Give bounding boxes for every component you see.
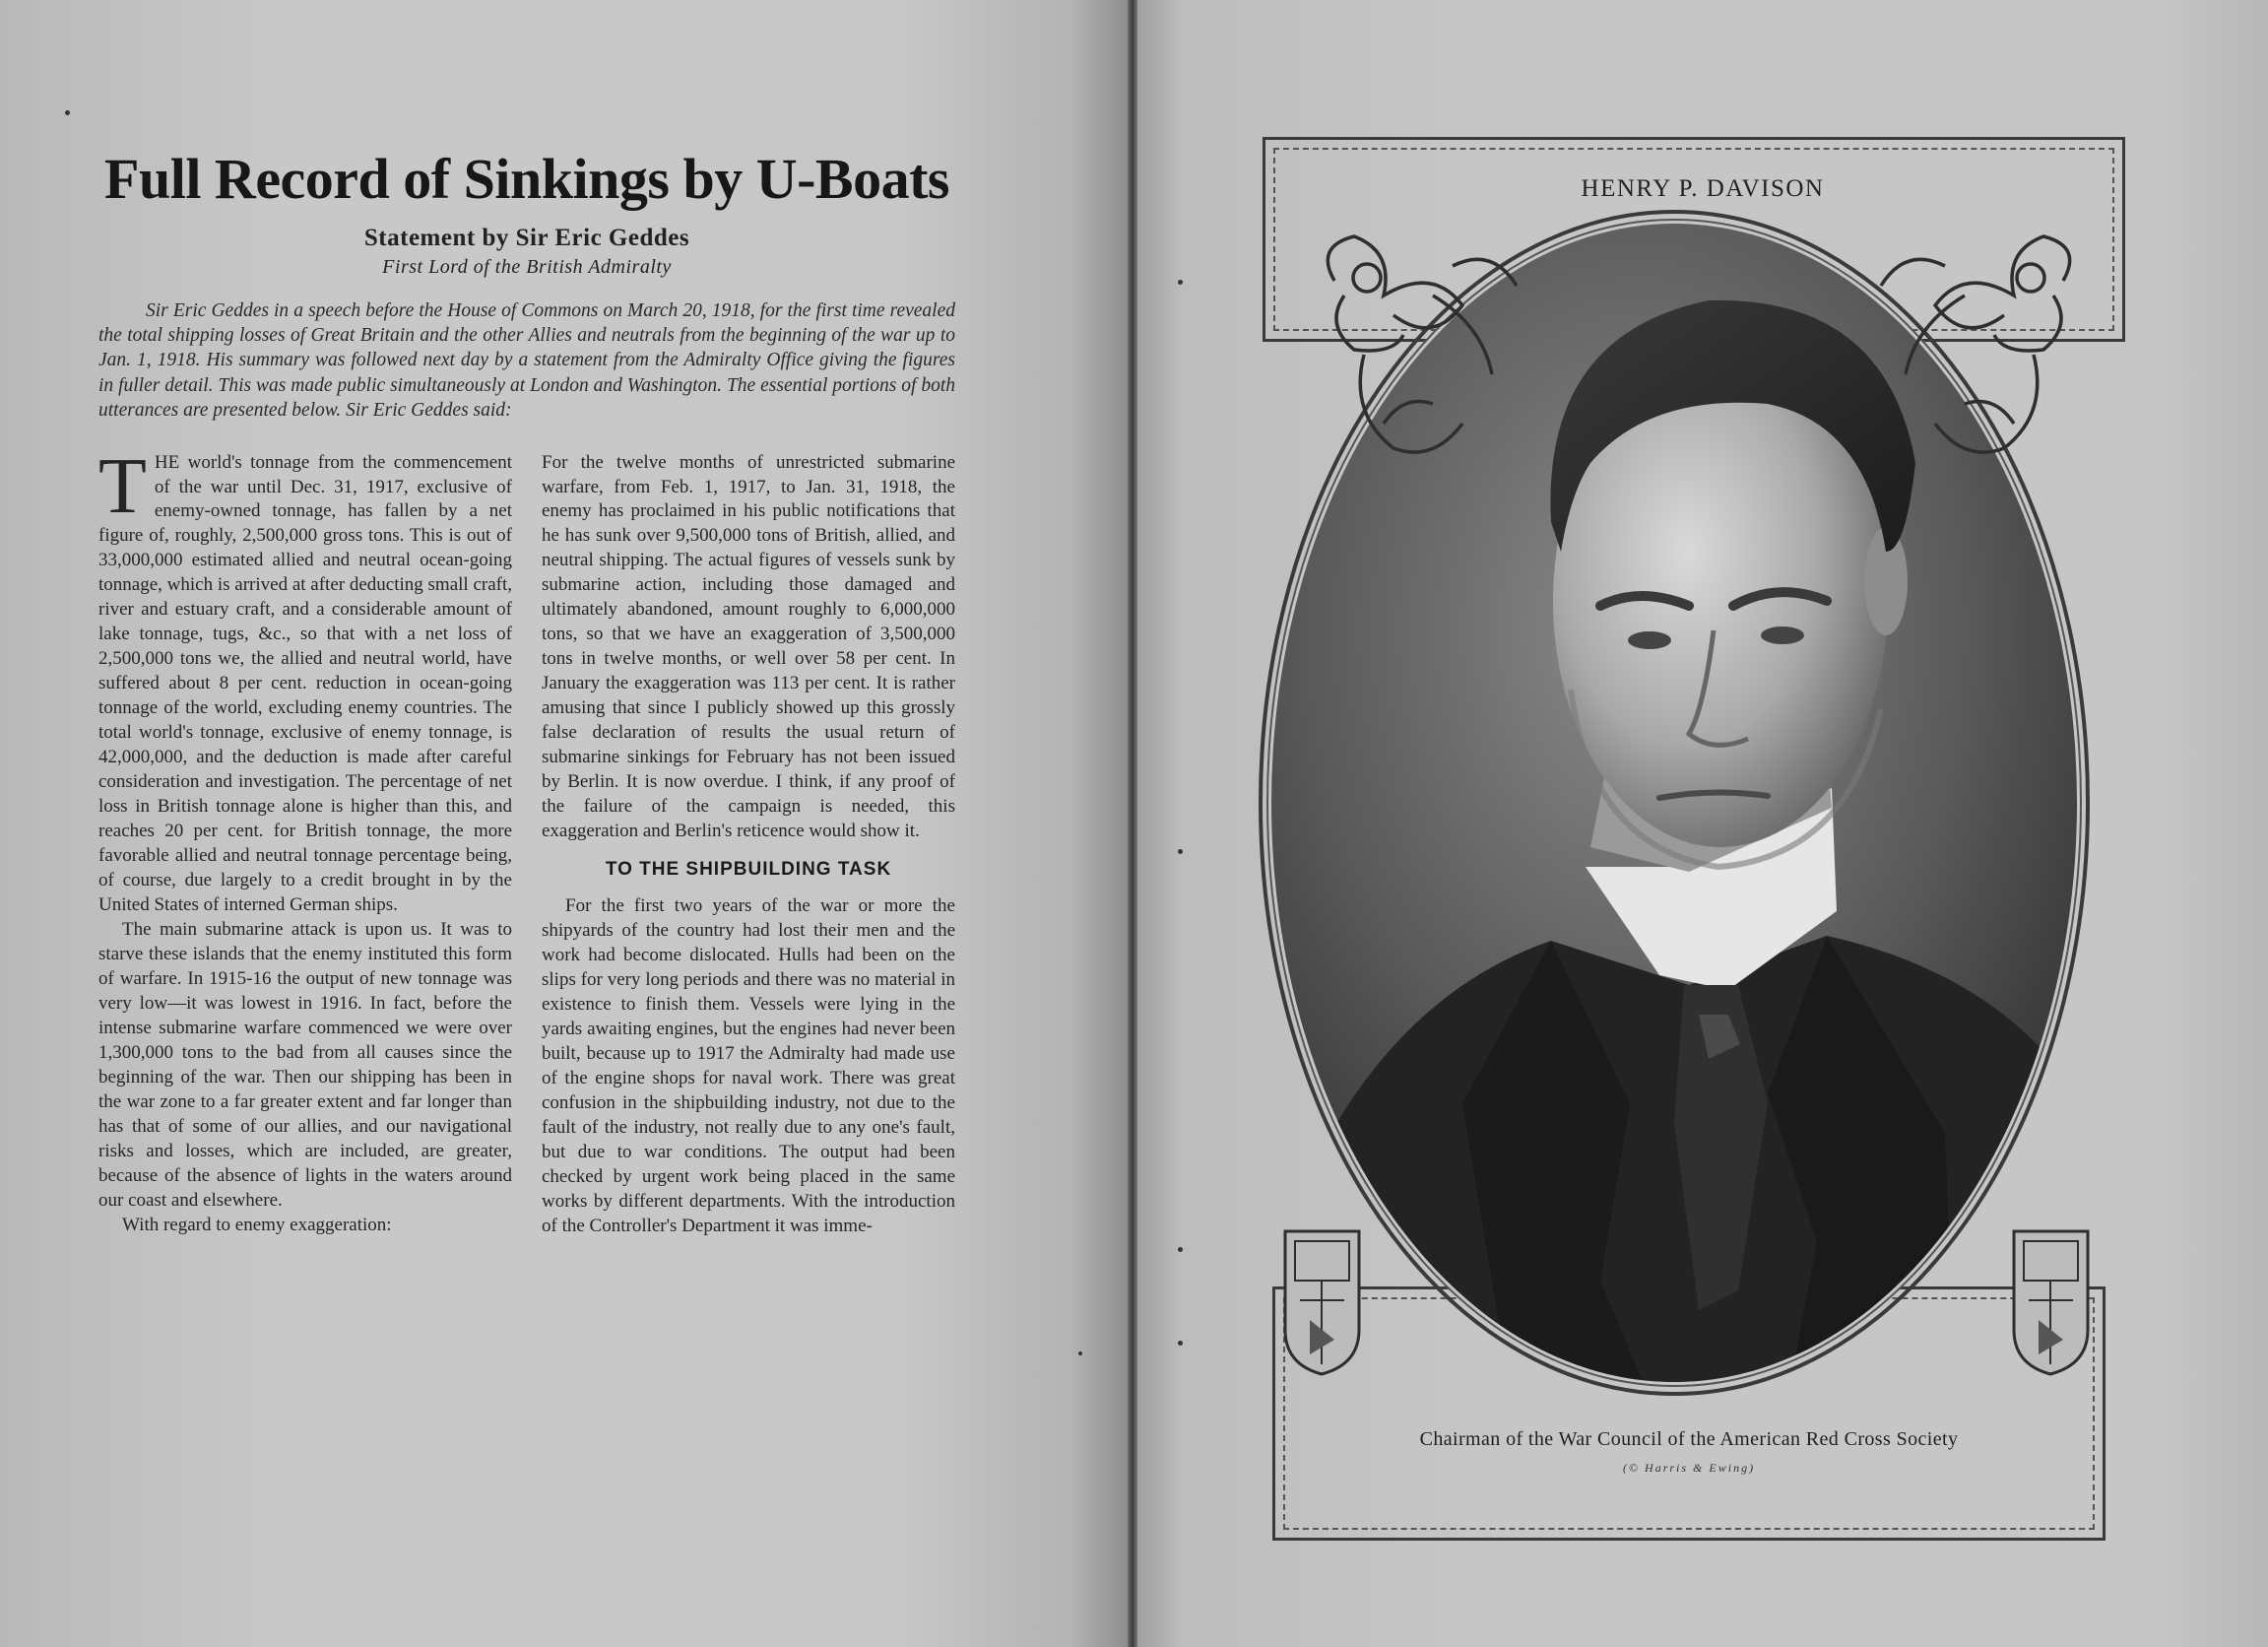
page-gutter [1128,0,1137,1647]
shield-ornament-right [2014,1231,2088,1374]
print-speck [1078,1351,1082,1355]
portrait-name: HENRY P. DAVISON [1581,175,1825,202]
portrait-page [1137,0,2268,1647]
body-paragraph: For the twelve months of unrestricted submarine warfare, from Feb. 1, 1917, to Jan. 31, 1918, the enemy has proclaimed in his public notifications that he has sunk over 9,500,000 tons of British, allied, and neutral shipping. The actual figures of vessels sunk by submarine action, including those damaged and ultimately abandoned, amount roughly to 6,000,000 tons, so that we have an exaggeration of 3,500,000 tons in twelve months, or well over 58 per cent. In January the exaggeration was 113 per cent. It is rather amusing that since I publicly showed up this grossly false declaration of results the usual return of submarine sinkings for February has not been issued by Berlin. It is now overdue. I think, if any proof of the failure of the campaign is needed, this exaggeration and Berlin's reticence would show it. [542,451,955,842]
portrait-caption: Chairman of the War Council of the American Red Cross Society [1419,1428,1959,1450]
article-title: Full Record of Sinkings by U-Boats [104,147,949,211]
paragraph-text: HE world's tonnage from the commencement of the war until Dec. 31, 1917, exclusive of enemy-owned tonnage, has fallen by a net figure of, roughly, 2,500,000 gross tons. This is out of 33,000,000 estimated allied and neutral ocean-going tonnage, which is arrived at after deducting small craft, river and estuary craft, and a considerable amount of lake tonnage, tugs, &c., so that with a net loss of 2,500,000 tons we, the allied and neutral world, have suffered about 8 per cent. reduction in ocean-going tonnage of the world, excluding enemy countries. The total world's tonnage, exclusive of enemy tonnage, is 42,000,000, and the deduction is made after careful consideration and investigation. The percentage of net loss in British tonnage alone is higher than this, and reaches 20 per cent. for British tonnage, the more favorable allied and neutral tonnage percentage being, of course, due largely to a credit brought in by the United States of interned German ships. [98,451,512,916]
body-paragraph [98,442,512,919]
print-speck [65,110,70,115]
author-title: First Lord of the British Admiralty [382,255,672,278]
article-page [0,0,1128,1647]
body-paragraph: For the first two years of the war or more the shipyards of the country had lost their men and the work had become dislocated. Hulls had been on the slips for very long periods and there was no material in existence to finish them. Vessels were lying in the yards awaiting engines, but the engines had never been built, because up to 1917 the Admiralty had made use of the engine shops for naval work. There was great confusion in the shipbuilding industry, not due to the fault of the industry, not really due to any one's fault, but due to war conditions. The output had been checked by urgent work being placed in the same works by different departments. With the introduction of the Controller's Department it was imme- [542,895,955,1237]
portrait-illustration [1137,0,2268,1647]
article-column-right [542,451,955,1240]
article-columns [98,442,955,1240]
body-paragraph: With regard to enemy exaggeration: [122,1215,392,1236]
shield-ornament-left [1285,1231,1359,1374]
body-paragraph: The main submarine attack is upon us. It was to starve these islands that the enemy instituted this form of warfare. In 1915-16 the output of new tonnage was very low—it was lowest in 1916. In fact, before the intense submarine warfare commenced we were over 1,300,000 tons to the bad from all causes since the beginning of the war. Then our shipping has been in the war zone to a far greater extent and far longer than has that of some of our allies, and our navigational risks and losses, which are included, are greater, because of the absence of lights in the waters around our coast and elsewhere. [98,919,512,1212]
article-intro: Sir Eric Geddes in a speech before the House of Commons on March 20, 1918, for the first time revealed the total shipping losses of Great Britain and the other Allies and neutrals from the beginning of the war up to Jan. 1, 1918. His summary was followed next day by a statement from the Admiralty Office giving the figures in fuller detail. This was made public simultaneously at London and Washington. The essential portions of both utterances are presented below. Sir Eric Geddes said: [98,299,955,422]
photo-credit: (© Harris & Ewing) [1622,1461,1756,1475]
article-column-left [98,442,512,1240]
drop-cap: T [98,442,147,530]
section-heading: TO THE SHIPBUILDING TASK [605,859,892,881]
article-subtitle: Statement by Sir Eric Geddes [363,224,690,251]
